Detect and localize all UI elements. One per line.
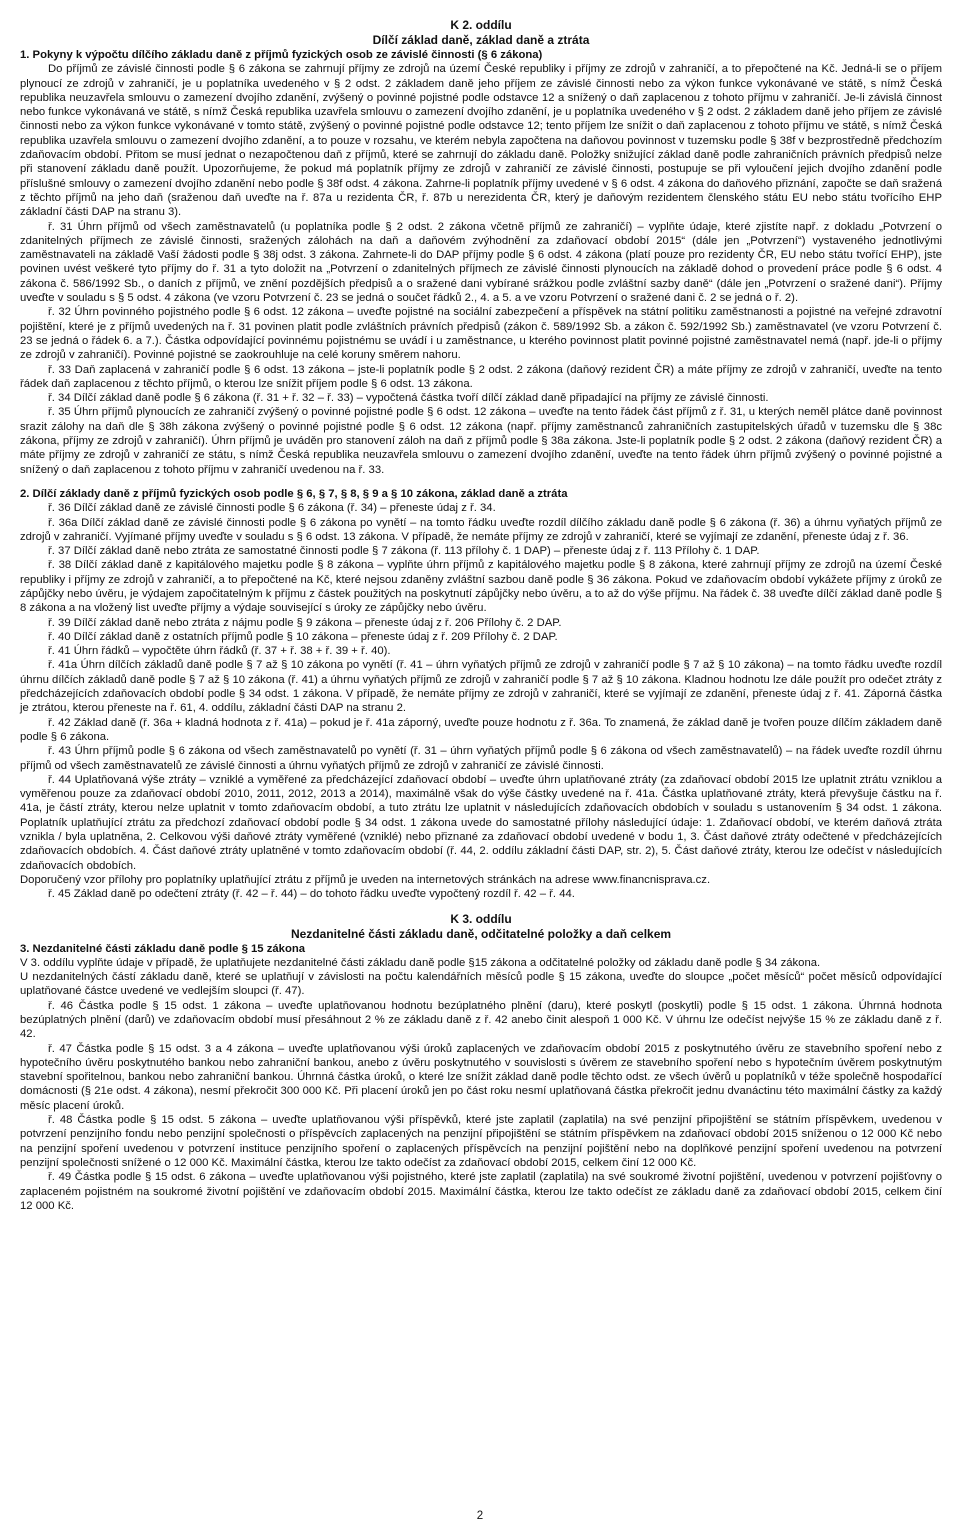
heading-3: 3. Nezdanitelné části základu daně podle § 15 zákona	[20, 942, 306, 955]
paragraph-row-46: ř. 46 Částka podle § 15 odst. 1 zákona – uveďte uplatňovanou hodnotu bezúplatného plnění (daru), které poskytl (poskytli) podle § 15 odst. 1 zákona. Úhrnná hodnota bezúplatných plnění (darů) ve zdaňovacím období musí přesáhnout 2 % ze základu daně z ř. 42 anebo činit alespoň 1 000 Kč. V úhrnu lze odečíst nejvýše 15 % ze základu daně z ř. 42.	[20, 999, 942, 1041]
paragraph-row-42: ř. 42 Základ daně (ř. 36a + kladná hodnota z ř. 41a) – pokud je ř. 41a záporný, uveďte pouze hodnotu z ř. 36a. To znamená, že základ daně je tvořen pouze dílčím základem daně podle § 6 zákona.	[20, 716, 942, 743]
paragraph: V 3. oddílu vyplňte údaje v případě, že uplatňujete nezdanitelné části základu daně podle §15 zákona a odčitatelné položky od základu daně podle § 34 zákona.	[20, 956, 821, 969]
paragraph: U nezdanitelných částí základu daně, které se uplatňují v závislosti na počtu kalendářních měsíců podle § 15 zákona, uveďte do sloupce „počet měsíců“ počet měsíců odpovídající uplatňované částce uvedené ve vedlejším sloupci (ř. 47).	[20, 971, 942, 998]
paragraph-row-36a: ř. 36a Dílčí základ daně ze závislé činnosti podle § 6 zákona po vynětí – na tomto řádku uveďte rozdíl dílčího základu daně podle § 6 zákona (ř. 36) a úhrnu vyňatých příjmů ze zdrojů v zahraničí. Vyjímané příjmy uveďte v souladu s § 6 odst. 13 zákona. V případě, že nemáte příjmy ze zdrojů v zahraničí, které se vyjímají ze zdanění, přeneste údaj z ř. 36.	[20, 516, 942, 543]
paragraph-row-32: ř. 32 Úhrn povinného pojistného podle § 6 odst. 12 zákona – uveďte pojistné na sociální zabezpečení a příspěvek na státní politiku zaměstnanosti a pojistné na veřejné zdravotní pojištění, které je z příjmů uvedených na ř. 31 povinen platit podle zvláštních právních předpisů (zákon č. 589/1992 Sb. a zákon č. 592/1992 Sb.) zaměstnavatel (ve vzoru Potvrzení č. 23 se jedná o řádek 6. a 7.). Částka odpovídající povinnému pojistnému se uvádí i u zaměstnance, u kterého povinnost platit povinné pojistné zaměstnavatel nemá (např. jde-li o příjmy ze zdrojů v zahraničí). Povinné pojistné se zaokrouhluje na celé koruny směrem nahoru.	[20, 306, 942, 362]
paragraph-row-34: ř. 34 Dílčí základ daně podle § 6 zákona (ř. 31 + ř. 32 – ř. 33) – vypočtená částka tvoří dílčí základ daně připadající na příjmy ze závislé činnosti.	[48, 392, 769, 405]
paragraph-row-31: ř. 31 Úhrn příjmů od všech zaměstnavatelů (u poplatníka podle § 2 odst. 2 zákona včetně příjmů ze zahraničí) – vyplňte údaje, které zjistíte např. z dokladu „Potvrzení o zdanitelných příjmech ze závislé činnosti, sražených zálohách na daň a daňovém zvýhodnění za zdaňovací období 2015“ (dále jen „Potvrzení“) vystaveného jednotlivými zaměstnavateli na základě Vaší žádosti podle § 38j odst. 3 zákona. Zahrnete-li do DAP příjmy podle § 6 odst. 4 zákona (platí pouze pro rezidenty ČR, EU nebo státu tvořící EHP), jste povinen uvést veškeré tyto příjmy do ř. 31 a tyto doložit na „Potvrzení o zdanitelných příjmech ze závislé činnosti plynoucích na základě dohod o provedení práce podle § 6 odst. 4 zákona č. 586/1992 Sb., o daních z příjmů, ve znění pozdějších předpisů a o sražené dani vybírané srážkou podle zvláštní sazby daně“ (dále jen „Potvrzení o sražené dani“). Příjmy uveďte v souladu s § 5 odst. 4 zákona (ve vzoru Potvrzení č. 23 se jedná o součet řádků 2., 4. a 5. a ve vzoru Potvrzení o sražené dani č. 2 se jedná o ř. 2).	[20, 220, 942, 305]
paragraph-row-49: ř. 49 Částka podle § 15 odst. 6 zákona – uveďte uplatňovanou výši pojistného, které jste zaplatil (zaplatila) na své soukromé životní pojištění, uvedenou v potvrzení pojišťovny o zaplaceném pojistném na soukromé životní pojištění ve zdaňovacím období 2015. Maximální částka, kterou lze takto odečíst ze základu daně za zdaňovací období 2015, celkem činí 12 000 Kč.	[20, 1171, 942, 1212]
paragraph-row-45: ř. 45 Základ daně po odečtení ztráty (ř. 42 – ř. 44) – do tohoto řádku uveďte vypočtený rozdíl ř. 42 – ř. 44.	[48, 888, 575, 901]
paragraph-row-38: ř. 38 Dílčí základ daně z kapitálového majetku podle § 8 zákona – vyplňte úhrn příjmů z kapitálového majetku podle § 8 zákona, které zahrnují příjmy ze zdrojů na území České republiky i příjmy ze zdrojů v zahraničí, a to přepočtené na Kč, které nejsou zdaněny zvláštní sazbou daně podle § 36 zákona. Pokud ve zdaňovacím období vykážete příjmy z úroků ze zápůjčky nebo úvěru, je výdajem započitatelným k příjmu z částek použitých na poskytnutí zápůjčky nebo úvěru, a to až do výše příjmu. Na řádek č. 38 uveďte dílčí základ daně podle § 8 zákona a na vložený list uveďte příjmy a výdaje související s úroky ze zápůjčky nebo úvěru.	[20, 559, 942, 615]
paragraph-row-41a: ř. 41a Úhrn dílčích základů daně podle § 7 až § 10 zákona po vynětí (ř. 41 – úhrn vyňatých příjmů ze zdrojů v zahraničí podle § 7 až § 10 zákona) – na tomto řádku uveďte rozdíl úhrnu dílčích základů daně podle § 7 až § 10 zákona (ř. 41) a úhrnu vyňatých příjmů ze zdrojů v zahraničí podle § 7 až § 10 zákona. Kladnou hodnotu lze dále použít pro odečet ztráty z předcházejících zdaňovacích období podle § 34 odst. 1 zákona. V případě, že nemáte příjmy ze zdrojů v zahraničí, které se vyjímají ze zdanění, přeneste údaj z ř. 41. Záporná částka je ztrátou, kterou přeneste na ř. 61, 4. oddílu, základní části DAP na stranu 2.	[20, 659, 942, 715]
paragraph-recommendation: Doporučený vzor přílohy pro poplatníky uplatňující ztrátu z příjmů je uveden na internetových stránkách na adrese www.financnisprava.cz.	[20, 873, 711, 886]
section-3-subtitle: Nezdanitelné části základu daně, odčitatelné položky a daň celkem	[290, 926, 672, 941]
paragraph-row-41: ř. 41 Úhrn řádků – vypočtěte úhrn řádků (ř. 37 + ř. 38 + ř. 39 + ř. 40).	[48, 645, 391, 658]
section-2-title: K 2. oddílu	[450, 18, 512, 32]
paragraph-row-37: ř. 37 Dílčí základ daně nebo ztráta ze samostatné činnosti podle § 7 zákona (ř. 113 přílohy č. 1 DAP) – přeneste údaj z ř. 113 Přílohy č. 1 DAP.	[48, 545, 760, 558]
document-page	[20, 18, 942, 1213]
paragraph-row-40: ř. 40 Dílčí základ daně z ostatních příjmů podle § 10 zákona – přeneste údaj z ř. 209 Přílohy č. 2 DAP.	[48, 630, 558, 643]
heading-2: 2. Dílčí základy daně z příjmů fyzických osob podle § 6, § 7, § 8, § 9 a § 10 zákona, základ daně a ztráta	[20, 487, 568, 500]
paragraph-row-35: ř. 35 Úhrn příjmů plynoucích ze zahraničí zvýšený o povinné pojistné podle § 6 odst. 12 zákona – uveďte na tento řádek část příjmů z ř. 31, u kterých neměl plátce daně povinnost srazit zálohy na daň dle § 38h zákona zvýšený o povinné pojistné podle § 6 odst. 12 zákona (např. příjmy zaměstnanců zahraničních zastupitelských úřadů v tuzemsku dle § 38c zákona, příjmy ze zdrojů v zahraničí). Úhrn příjmů je uváděn pro stanovení záloh na daň z příjmů podle § 38a zákona. Jste-li poplatník podle § 2 odst. 2 zákona (daňový rezident ČR) a máte příjmy ze zdrojů v zahraničí ze státu, s nímž Česká republika neuzavřela smlouvu o zamezení dvojího zdanění, uveďte na tento řádek úhrn příjmů zvýšený o povinné pojistné a snížený o daň zaplacenou z tohoto příjmu v zahraničí uvedenou na ř. 33.	[20, 406, 942, 476]
section-2-subtitle: Dílčí základ daně, základ daně a ztráta	[372, 33, 590, 47]
section-3-title: K 3. oddílu	[450, 911, 512, 926]
heading-1: 1. Pokyny k výpočtu dílčího základu daně z příjmů fyzických osob ze závislé činnosti (§ 6 zákona)	[20, 49, 543, 61]
paragraph-row-48: ř. 48 Částka podle § 15 odst. 5 zákona – uveďte uplatňovanou výši příspěvků, které jste zaplatil (zaplatila) na své penzijní připojištění se státním příspěvkem, uvedenou v potvrzení penzijního fondu nebo penzijní společnosti o příspěvcích zaplacených na penzijní připojištění se státním příspěvkem na zdaňovací období 2015 sníženou o 12 000 Kč nebo na penzijní spoření uvedenou v potvrzení instituce penzijního spoření o zaplacených příspěvcích na penzijní pojištění nebo na doplňkové penzijní spoření uvedenou na potvrzení penzijní společnosti snížené o 12 000 Kč. Maximální částka, kterou lze takto odečíst za zdaňovací období 2015, celkem činí 12 000 Kč.	[20, 1114, 942, 1169]
paragraph-row-43: ř. 43 Úhrn příjmů podle § 6 zákona od všech zaměstnavatelů po vynětí (ř. 31 – úhrn vyňatých příjmů podle § 6 zákona od všech zaměstnavatelů) – na řádek uveďte rozdíl úhrnu příjmů od všech zaměstnavatelů ze závislé činnosti a úhrnu vyňatých příjmů ze zdrojů v zahraničí ze závislé činnosti.	[20, 745, 942, 772]
paragraph: Do příjmů ze závislé činnosti podle § 6 zákona se zahrnují příjmy ze zdrojů na území České republiky i příjmy ze zdrojů v zahraničí, a to přepočtené na Kč. Jedná-li se o příjem plynoucí ze zdrojů v zahraničí, je u poplatníka uvedeného v § 2 odst. 2 základem daně jeho příjem ze závislé činnosti nebo za výkon funkce vykonávané ve státě, s nímž Česká republika neuzavřela smlouvu o zamezení dvojího zdanění, zvýšený o povinné pojistné podle odstavce 12 a snížený o daň zaplacenou z tohoto příjmu v zahraničí. Je-li závislá činnost nebo funkce vykonávaná ve státě, s nímž Česká republika uzavřela smlouvu o zamezení dvojího zdanění, je u poplatníka uvedeného v § 2 odst. 2 základem daně jeho příjem ze závislé činnosti nebo za výkon funkce vykonávané v tomto státě, zvýšený o povinné pojistné podle odstavce 12; tento příjem lze snížit o daň zaplacenou z tohoto příjmu ve státě, s nímž Česká republika uzavřela smlouvu o zamezení dvojího zdanění, a to pouze v rozsahu, ve kterém nebyla započtena na daňovou povinnost v tuzemsku podle § 38f v bezprostředně předchozím zdaňovacím období. Přitom se musí jednat o nezapočtenou daň z příjmů, které se zahrnují do základu daně. Položky snižující základ daně podle zahraničních právních předpisů nelze při stanovení základu daně použít. Upozorňujeme, že pokud má poplatník příjmy ze zdrojů v zahraničí ze závislé činnosti, postupuje se při vyloučení jejich dvojího zdanění podle příslušné smlouvy o zamezení dvojího zdanění nebo podle § 38f odst. 4 zákona. Zahrne-li poplatník příjmy uvedené v § 6 odst. 4 zákona do daňového přiznání, započte se daň sražená z těchto příjmů na jeho daň (sraženou daň uveďte na ř. 87a u rezidenta ČR, ř. 87b u nerezidenta ČR, který je daňovým rezidentem členského státu EU nebo státu tvořícího EHP základní části DAP na stranu 3).	[20, 63, 942, 219]
page-number: 2	[476, 1510, 484, 1522]
paragraph-row-44: ř. 44 Uplatňovaná výše ztráty – vzniklé a vyměřené za předcházející zdaňovací období – uveďte úhrn uplatňované ztráty (za zdaňovací období 2015 lze uplatnit ztrátu vzniklou a vyměřenou pouze za zdaňovací období 2010, 2011, 2012, 2013 a 2014), maximálně však do výše částky uvedené na ř. 41a. Částka uplatňované ztráty, která převyšuje částku na ř. 41a, je částí ztráty, kterou nelze uplatnit v tomto zdaňovacím období, a tuto ztrátu lze uplatnit v následujících zdaňovacích obdobích v souladu s ustanovením § 34 odst. 1 zákona. Poplatník uplatňující ztrátu za předchozí zdaňovací období podle § 34 odst. 1 zákona uvede do samostatné přílohy následující údaje: 1. Zdaňovací období, ve kterém daňová ztráta vznikla / byla uplatněna, 2. Celkovou výši daňové ztráty vyměřené (vzniklé) nebo přiznané za zdaňovací období uvedené v bodu 1, 3. Část daňové ztráty odečtené v předcházejících zdaňovacích obdobích. 4. Část daňové ztráty uplatněné v tomto zdaňovacím období (ř. 44, 2. oddílu základní části DAP, str. 2), 5. Část daňové ztráty, kterou lze odečíst v následujících zdaňovacích obdobích.	[20, 773, 942, 872]
paragraph-row-33: ř. 33 Daň zaplacená v zahraničí podle § 6 odst. 13 zákona – jste-li poplatník podle § 2 odst. 2 zákona (daňový rezident ČR) a máte příjmy ze zdrojů v zahraničí, uveďte na tento řádek daň zaplacenou z těchto příjmů, o kterou lze snížit příjem podle § 6 odst. 13 zákona.	[20, 363, 942, 390]
paragraph-row-47: ř. 47 Částka podle § 15 odst. 3 a 4 zákona – uveďte uplatňovanou výši úroků zaplacených ve zdaňovacím období 2015 z poskytnutého úvěru ze stavebního spoření nebo z hypotečního úvěru poskytnutého bankou nebo zahraniční bankou, anebo z úvěru poskytnutého v souvislosti s úvěrem ze stavebního spoření nebo s hypotečním úvěrem poskytnutým stavební spořitelnou, bankou nebo zahraniční bankou. Úhrnná částka úroků, o které lze snížit základ daně podle těchto odst. ze všech úvěrů u poplatníků v téže společně hospodařící domácnosti (§ 21e odst. 4 zákona), nesmí překročit 300 000 Kč. Při placení úroků jen po část roku nesmí uplatňovaná částka překročit jednu dvanáctinu této maximální částky za každý měsíc placení úroků.	[20, 1042, 942, 1112]
paragraph-row-39: ř. 39 Dílčí základ daně nebo ztráta z nájmu podle § 9 zákona – přeneste údaj z ř. 206 Přílohy č. 2 DAP.	[48, 616, 562, 629]
paragraph-row-36: ř. 36 Dílčí základ daně ze závislé činnosti podle § 6 zákona (ř. 34) – přeneste údaj z ř. 34.	[48, 502, 496, 515]
